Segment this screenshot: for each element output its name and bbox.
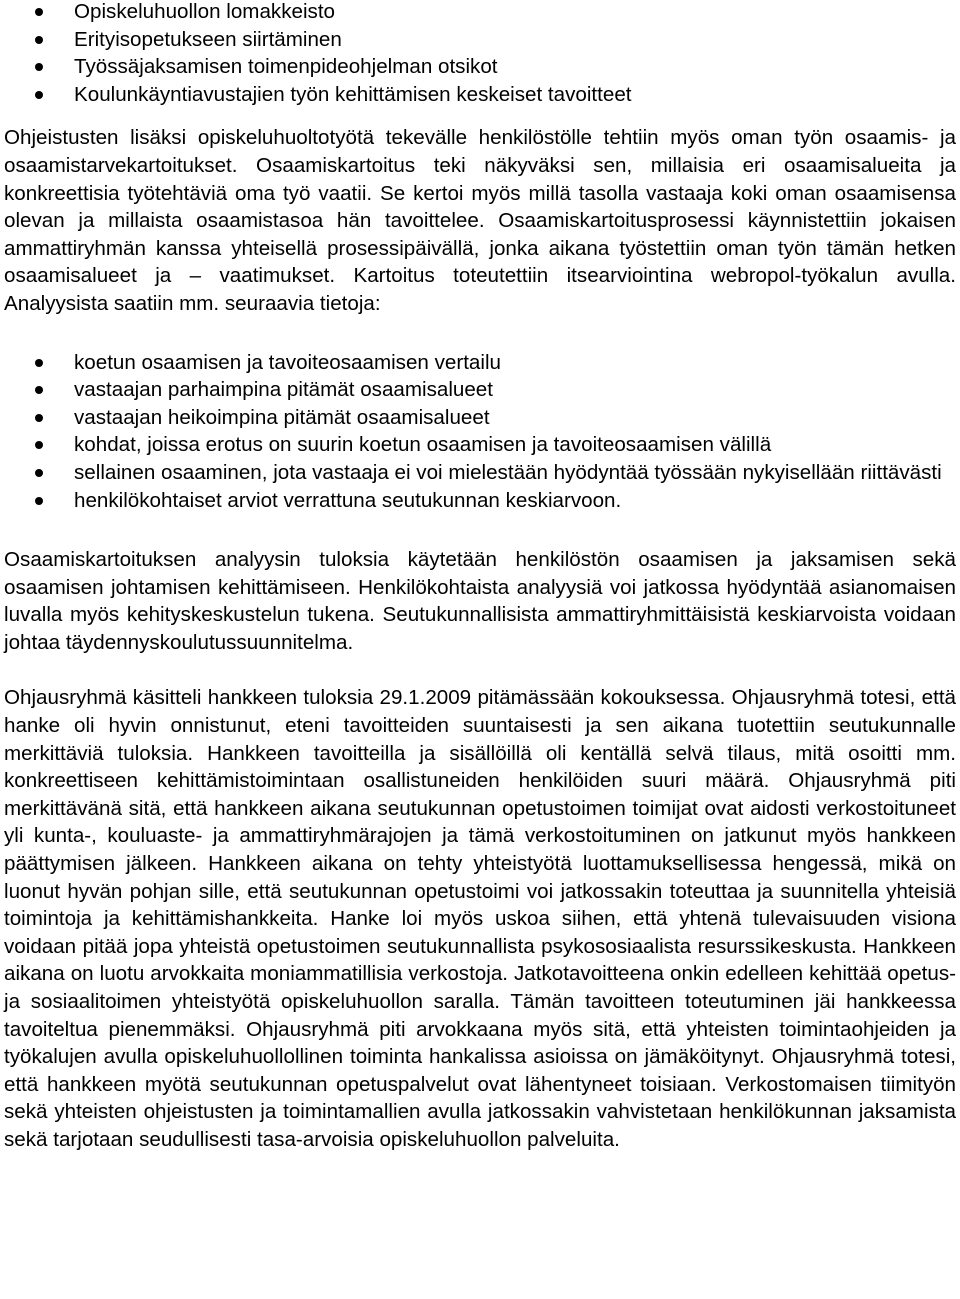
list-item-text: koetun osaamisen ja tavoiteosaamisen vertailu <box>74 350 501 374</box>
list-item-text: vastaajan parhaimpina pitämät osaamisalueet <box>74 378 493 402</box>
list-item <box>4 26 956 54</box>
bullet-icon <box>35 359 43 367</box>
list-item <box>4 404 956 432</box>
paragraph-osaamiskartoitus: Ohjeistusten lisäksi opiskeluhuoltotyötä tekevälle henkilöstölle tehtiin myös oman työn osaamis- ja osaamistarvekartoitukset. Osaamiskartoitus teki näkyväksi sen, millaisia eri osaamisalueita ja konkreettisia työtehtäviä oma työ vaatii. Se kertoi myös millä tasolla vastaaja koki oman osaamisensa olevan ja millaista osaamistasoa hän tavoittelee. Osaamiskartoitusprosessi käynnistettiin jokaisen ammattiryhmän kanssa yhteisellä prosessipäivällä, jonka aikana työstettiin oman työn tämän hetken osaamisalueet ja – vaatimukset. Kartoitus toteutettiin itsearviointina webropol-työkalun avulla. Analyysista saatiin mm. seuraavia tietoja: <box>4 126 956 315</box>
document-page <box>4 0 956 1154</box>
spacer <box>4 514 956 546</box>
bullet-icon <box>35 386 43 394</box>
list-item <box>4 0 956 26</box>
list-item-text: kohdat, joissa erotus on suurin koetun osaamisen ja tavoiteosaamisen välillä <box>74 433 772 457</box>
list-item <box>4 459 956 487</box>
list-item <box>4 487 956 515</box>
bullet-icon <box>35 497 43 505</box>
list-item-text: Työssäjaksamisen toimenpideohjelman otsikot <box>74 55 498 79</box>
bullet-icon <box>35 414 43 422</box>
list-item-text: Erityisopetukseen siirtäminen <box>74 27 342 51</box>
topic-list <box>4 0 956 108</box>
bullet-icon <box>35 469 43 477</box>
bullet-icon <box>35 91 43 99</box>
paragraph-analyysin-tulokset: Osaamiskartoituksen analyysin tuloksia käytetään henkilöstön osaamisen ja jaksamisen sekä osaamisen johtamisen kehittämiseen. Henkilökohtaista analyysiä voi jatkossa hyödyntää asianomaisen luvalla myös kehityskeskustelun tukena. Seutukunnallisista ammattiryhmittäisistä keskiarvoista voidaan johtaa täydennyskoulutussuunnitelma. <box>4 548 956 654</box>
bullet-icon <box>35 8 43 16</box>
spacer <box>4 108 956 124</box>
list-item-text: Opiskeluhuollon lomakkeisto <box>74 0 335 23</box>
bullet-icon <box>35 63 43 71</box>
list-item-text: vastaajan heikoimpina pitämät osaamisalueet <box>74 405 490 429</box>
list-item <box>4 349 956 377</box>
spacer <box>4 318 956 349</box>
list-item-text: henkilökohtaiset arviot verrattuna seutukunnan keskiarvoon. <box>74 488 622 512</box>
list-item-text: sellainen osaaminen, jota vastaaja ei voi mielestään hyödyntää työssään nykyisellään riittävästi <box>74 460 942 484</box>
list-item <box>4 53 956 81</box>
spacer <box>4 656 956 684</box>
list-item <box>4 81 956 109</box>
list-item <box>4 431 956 459</box>
list-item-text: Koulunkäyntiavustajien työn kehittämisen keskeiset tavoitteet <box>74 82 632 106</box>
bullet-icon <box>35 36 43 44</box>
paragraph-ohjausryhma: Ohjausryhmä käsitteli hankkeen tuloksia 29.1.2009 pitämässään kokouksessa. Ohjausryhmä totesi, että hanke oli hyvin onnistunut, eteni tavoitteiden suuntaisesti ja sen aikana tuotettiin seutukunnalle merkittäviä tuloksia. Hankkeen tavoitteilla ja sisällöillä oli kentällä selvä tilaus, mitä osoitti mm. konkreettiseen kehittämistoimintaan osallistuneiden henkilöiden suuri määrä. Ohjausryhmä piti merkittävänä sitä, että hankkeen aikana seutukunnan opetustoimen toimijat ovat aidosti verkostoituneet yli kunta-, kouluaste- ja ammattiryhmärajojen ja tämä verkostoituminen on jatkunut myös hankkeen päättymisen jälkeen. Hankkeen aikana on tehty yhteistyötä luottamuksellisessa hengessä, mikä on luonut hyvän pohjan sille, että seutukunnan opetustoimi voi jatkossakin toteuttaa ja suunnitella yhteisiä toimintoja ja kehittämishankkeita. Hanke loi myös uskoa siihen, että yhtenä tulevaisuuden visiona voidaan pitää jopa yhteistä opetustoimen seutukunnallista psykososiaalista resurssikeskusta. Hankkeen aikana on luotu arvokkaita moniammatillisia verkostoja. Jatkotavoitteena onkin edelleen kehittää opetus- ja sosiaalitoimen yhteistyötä opiskeluhuollon saralla. Tämän tavoitteen toteutuminen jäi hankkeessa tavoiteltua pienemmäksi. Ohjausryhmä piti arvokkaana myös sitä, että yhteisten toimintaohjeiden ja työkalujen avulla opiskeluhuollollinen toiminta hankalissa asioissa on jämäköitynyt. Ohjausryhmä totesi, että hankkeen myötä seutukunnan opetuspalvelut ovat lähentyneet toisiaan. Verkostomaisen tiimityön sekä yhteisten ohjeistusten ja toimintamallien avulla jatkossakin vahvistetaan henkilökunnan jaksamista sekä tarjotaan seudullisesti tasa-arvoisia opiskeluhuollon palveluita. <box>4 686 956 1151</box>
analysis-list <box>4 349 956 515</box>
list-item <box>4 376 956 404</box>
bullet-icon <box>35 441 43 449</box>
